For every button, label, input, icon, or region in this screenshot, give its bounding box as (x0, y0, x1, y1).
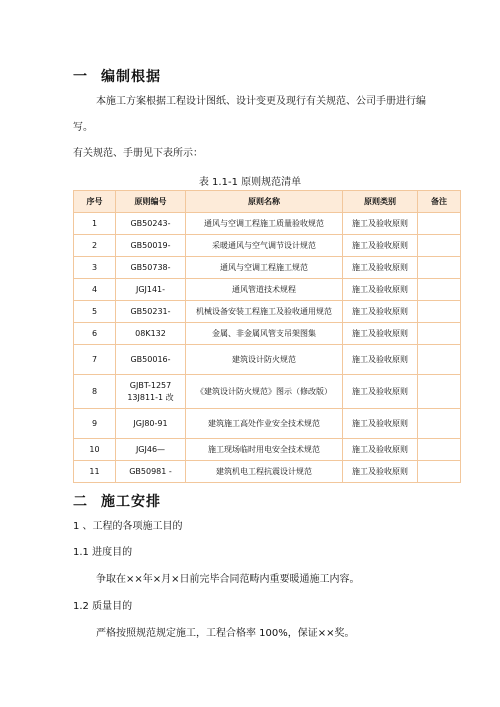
cell-code: JGJ46— (116, 439, 186, 461)
table-row (74, 257, 461, 279)
cell-no: 4 (74, 279, 116, 301)
cell-code: GB50016- (116, 345, 186, 375)
cell-code-line1: GJBT-1257 (129, 380, 172, 390)
cell-type: 施工及验收原则 (343, 235, 418, 257)
cell-note (418, 301, 461, 323)
cell-note (418, 439, 461, 461)
header-name: 原则名称 (186, 191, 343, 213)
table-caption: 表 1.1-1 原则规范清单 (198, 177, 302, 188)
table-header-row (74, 191, 461, 213)
section-2-title: 施工安排 (101, 494, 161, 510)
cell-note (418, 257, 461, 279)
subheading-goals: 1 、工程的各项施工目的 (73, 521, 183, 532)
header-type: 原则类别 (343, 191, 418, 213)
cell-type: 施工及验收原则 (343, 301, 418, 323)
cell-no: 7 (74, 345, 116, 375)
cell-note (418, 279, 461, 301)
paragraph-schedule: 争取在××年×月×日前完毕合同范畴内重要暖通施工内容。 (96, 574, 360, 585)
section-1-number: 一 (73, 69, 88, 85)
paragraph-basis-line1: 本施工方案根据工程设计图纸、设计变更及现行有关规范、公司手册进行编 (96, 96, 426, 107)
cell-no: 9 (74, 409, 116, 439)
cell-type: 施工及验收原则 (343, 439, 418, 461)
cell-code: GB50738- (116, 257, 186, 279)
cell-no: 1 (74, 213, 116, 235)
subheading-quality: 1.2 质量目的 (73, 601, 133, 612)
cell-note (418, 323, 461, 345)
cell-name: 采暖通风与空气调节设计规范 (186, 235, 343, 257)
cell-type: 施工及验收原则 (343, 409, 418, 439)
table-row (74, 235, 461, 257)
paragraph-table-intro: 有关规范、手册见下表所示： (73, 148, 203, 159)
cell-code: GB50243- (116, 213, 186, 235)
table-row (74, 213, 461, 235)
section-2-number: 二 (73, 494, 88, 510)
cell-name: 金属、非金属风管支吊架图集 (186, 323, 343, 345)
cell-code (116, 375, 186, 409)
cell-name: 通风与空调工程施工质量验收规范 (186, 213, 343, 235)
cell-no: 3 (74, 257, 116, 279)
cell-note (418, 375, 461, 409)
table-row (74, 323, 461, 345)
cell-code: JGJ141- (116, 279, 186, 301)
table-row (74, 409, 461, 439)
section-1-heading (73, 66, 161, 86)
cell-no: 5 (74, 301, 116, 323)
table-row (74, 375, 461, 409)
cell-type: 施工及验收原则 (343, 345, 418, 375)
cell-name: 通风管道技术规程 (186, 279, 343, 301)
cell-note (418, 235, 461, 257)
cell-type: 施工及验收原则 (343, 257, 418, 279)
standards-table (73, 190, 461, 483)
cell-no: 11 (74, 461, 116, 483)
header-note: 备注 (418, 191, 461, 213)
table-row (74, 301, 461, 323)
header-no: 序号 (74, 191, 116, 213)
cell-name: 机械设备安装工程施工及验收通用规范 (186, 301, 343, 323)
cell-code: GB50981 - (116, 461, 186, 483)
cell-name: 建筑设计防火规范 (186, 345, 343, 375)
cell-no: 8 (74, 375, 116, 409)
cell-code: 08K132 (116, 323, 186, 345)
cell-note (418, 409, 461, 439)
section-2-heading (73, 491, 161, 511)
table-row (74, 461, 461, 483)
cell-name: 建筑施工高处作业安全技术规范 (186, 409, 343, 439)
cell-type: 施工及验收原则 (343, 213, 418, 235)
cell-no: 2 (74, 235, 116, 257)
cell-type: 施工及验收原则 (343, 461, 418, 483)
paragraph-basis-line2: 写。 (73, 122, 93, 133)
cell-no: 10 (74, 439, 116, 461)
table-row (74, 279, 461, 301)
cell-code: JGJ80-91 (116, 409, 186, 439)
cell-note (418, 345, 461, 375)
subheading-schedule: 1.1 进度目的 (73, 547, 133, 558)
cell-name: 通风与空调工程施工规范 (186, 257, 343, 279)
cell-name: 施工现场临时用电安全技术规范 (186, 439, 343, 461)
cell-note (418, 461, 461, 483)
paragraph-quality: 严格按照规范规定施工，工程合格率 100%，保证××奖。 (96, 628, 355, 639)
cell-name: 建筑机电工程抗震设计规范 (186, 461, 343, 483)
cell-type: 施工及验收原则 (343, 279, 418, 301)
cell-no: 6 (74, 323, 116, 345)
table-row (74, 439, 461, 461)
header-code: 原则编号 (116, 191, 186, 213)
cell-code: GB50019- (116, 235, 186, 257)
section-1-title: 编制根据 (101, 69, 161, 85)
cell-type: 施工及验收原则 (343, 375, 418, 409)
table-row (74, 345, 461, 375)
cell-note (418, 213, 461, 235)
cell-code-line2: 13J811-1 改 (127, 392, 174, 402)
cell-type: 施工及验收原则 (343, 323, 418, 345)
cell-name: 《建筑设计防火规范》图示（修改版） (186, 375, 343, 409)
cell-code: GB50231- (116, 301, 186, 323)
